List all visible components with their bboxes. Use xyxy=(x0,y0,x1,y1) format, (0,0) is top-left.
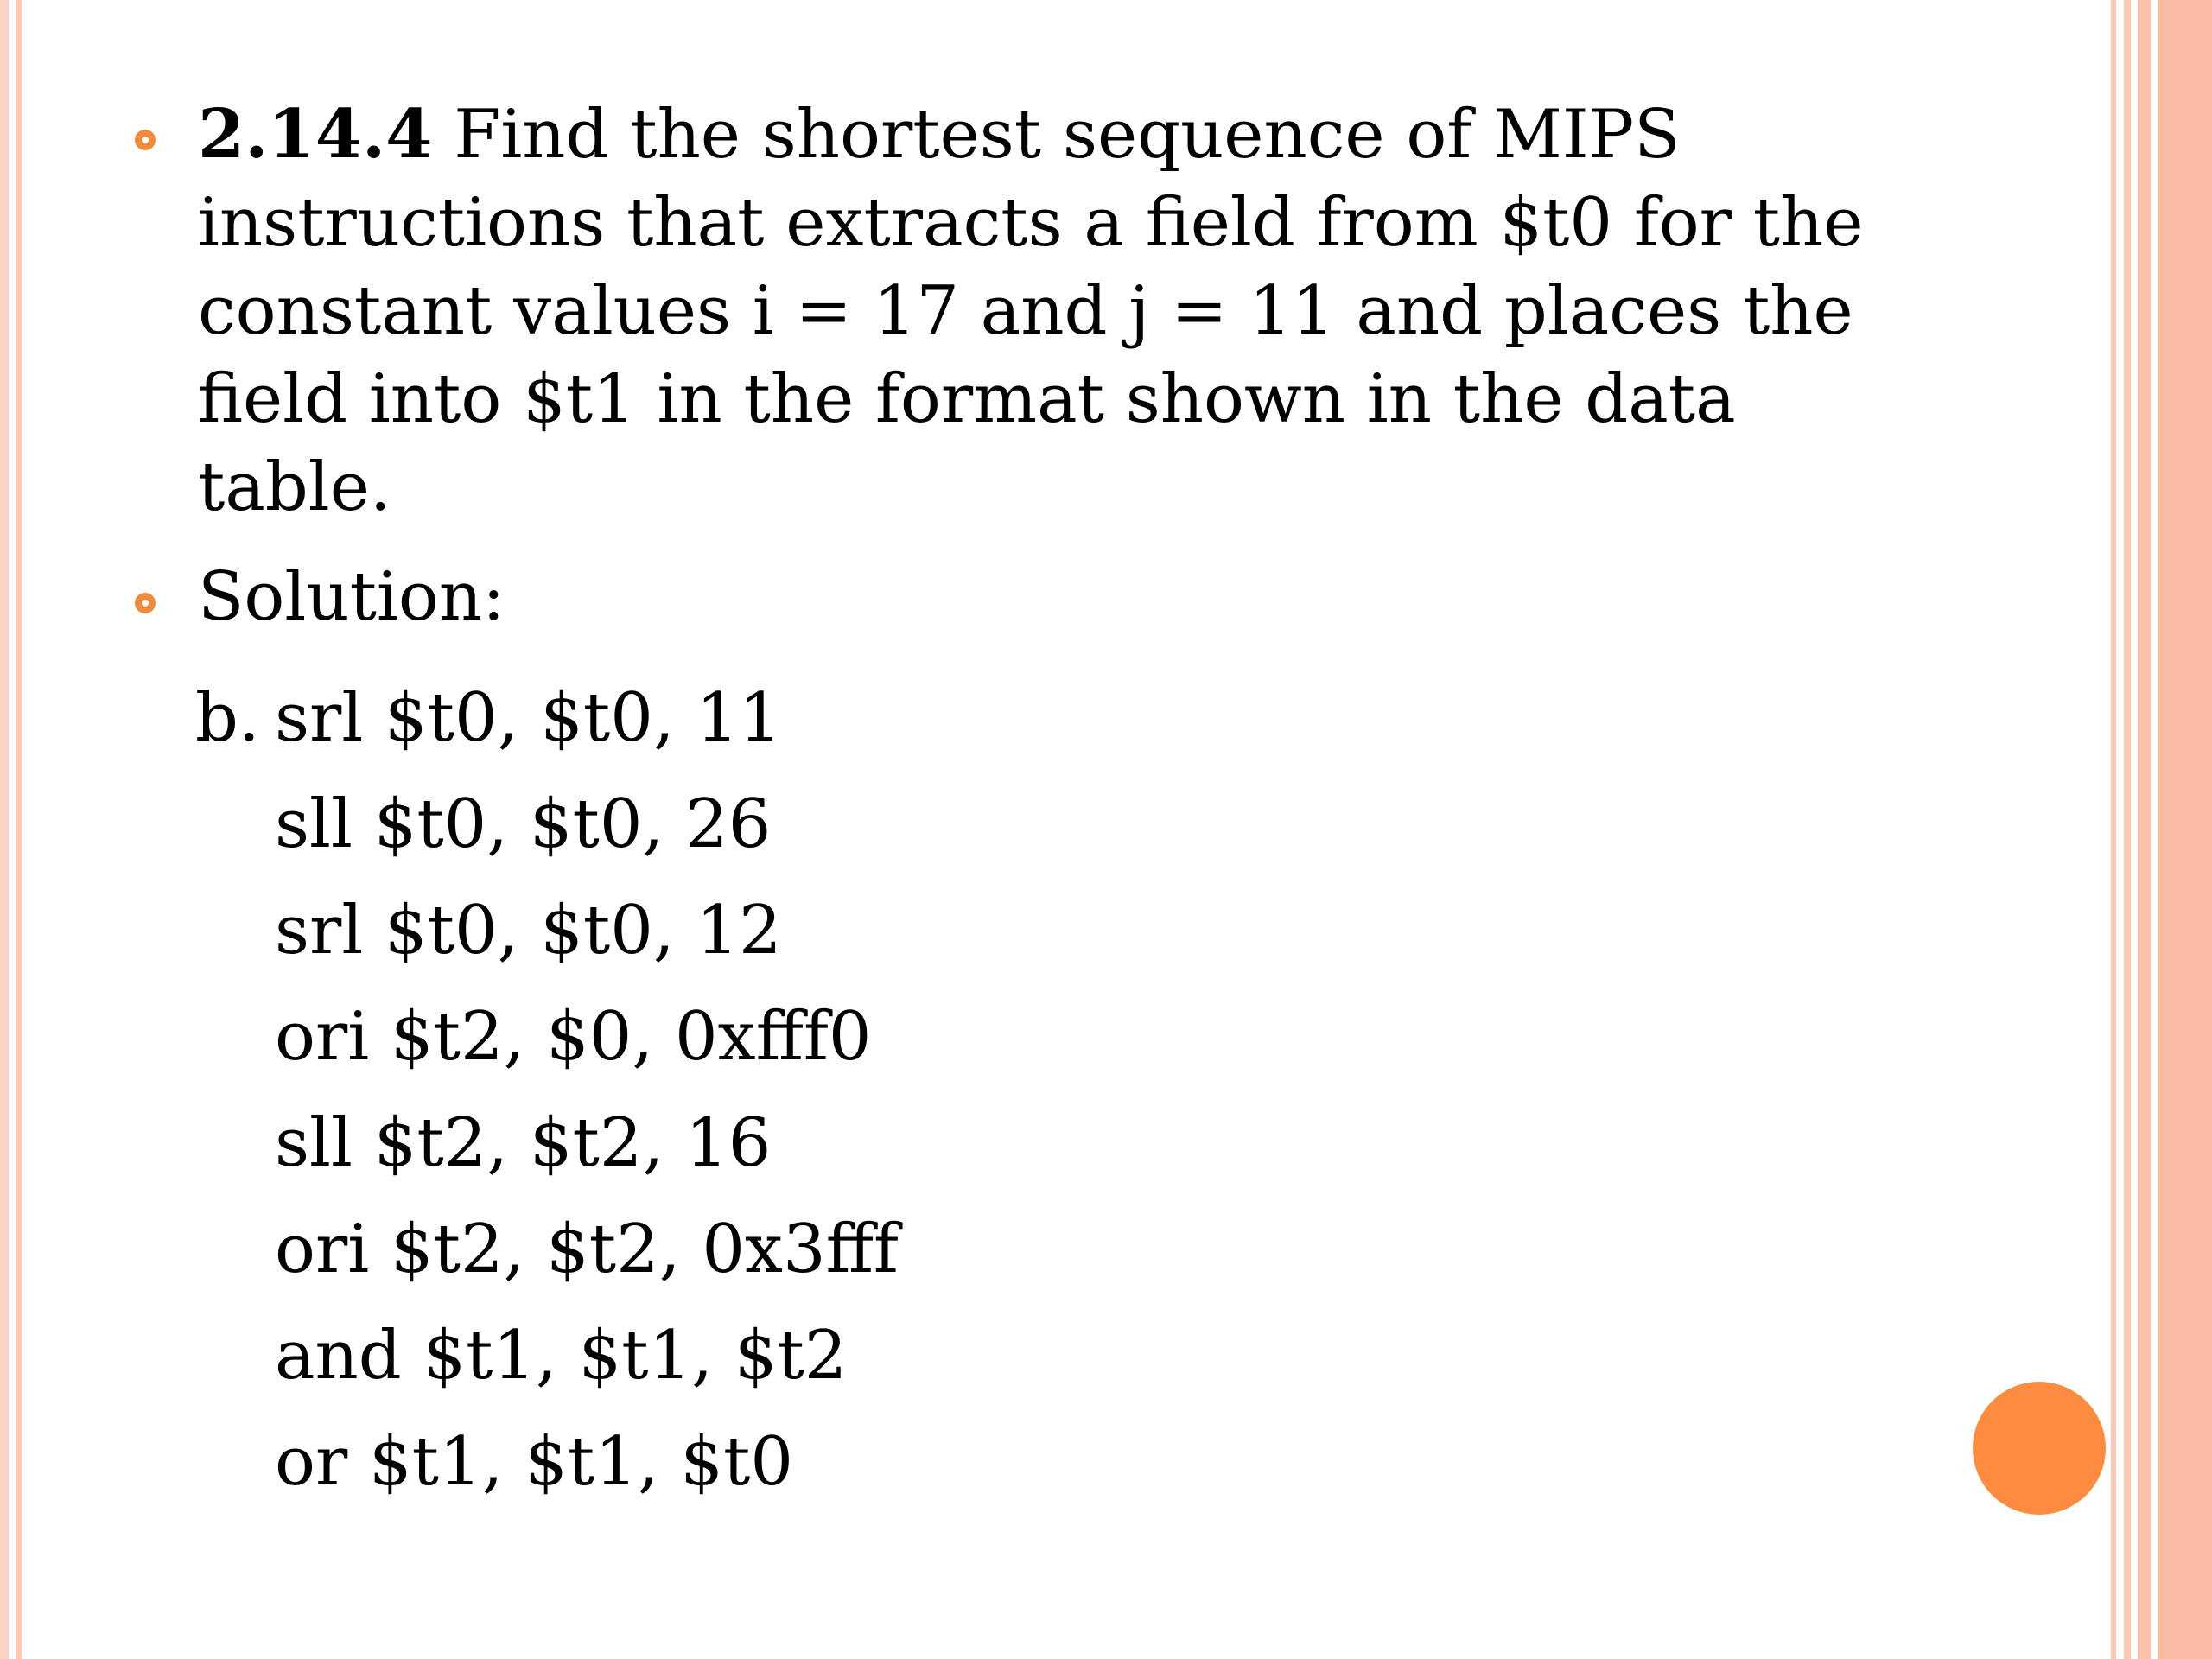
question-line-text: Find the shortest sequence of MIPS xyxy=(454,96,1681,174)
code-line xyxy=(195,984,899,1090)
bullet-ring-icon xyxy=(135,593,156,613)
code-line xyxy=(195,878,899,984)
instruction: ori $t2, $0, 0xfff0 xyxy=(275,998,872,1076)
instruction: srl $t0, $t0, 12 xyxy=(275,892,782,969)
code-line xyxy=(195,1303,899,1409)
code-line xyxy=(195,1409,899,1516)
question-line xyxy=(198,91,2012,179)
instruction: srl $t0, $t0, 11 xyxy=(275,679,782,757)
question-text xyxy=(198,91,2012,531)
right-border-line xyxy=(2111,0,2116,1659)
question-number: 2.14.4 xyxy=(198,95,433,174)
answer-prefix: b. xyxy=(195,679,260,757)
answer-code-block xyxy=(195,665,899,1516)
instruction: or $t1, $t1, $t0 xyxy=(275,1423,794,1501)
code-line xyxy=(195,1197,899,1303)
question-line: constant values i = 17 and j = 11 and places the xyxy=(198,272,1853,350)
question-line: table. xyxy=(198,448,391,526)
code-line xyxy=(195,772,899,878)
right-border-band xyxy=(2138,0,2151,1659)
code-line xyxy=(195,665,899,772)
solution-label: Solution: xyxy=(198,558,505,636)
code-line xyxy=(195,1090,899,1197)
left-border-stripe-inner xyxy=(16,0,22,1659)
right-border-block xyxy=(2158,0,2212,1659)
instruction: sll $t2, $t2, 16 xyxy=(275,1104,772,1182)
instruction: and $t1, $t1, $t2 xyxy=(275,1317,848,1395)
question-line: instructions that extracts a field from $t0 for the xyxy=(198,184,1864,262)
instruction: sll $t0, $t0, 26 xyxy=(275,785,772,863)
bullet-ring-icon xyxy=(135,130,156,150)
left-border-stripe xyxy=(0,0,9,1659)
right-border-line xyxy=(2124,0,2131,1659)
decorative-circle xyxy=(1973,1382,2106,1515)
instruction: ori $t2, $t2, 0x3fff xyxy=(275,1211,899,1288)
question-line: field into $t1 in the format shown in the data xyxy=(198,360,1736,438)
